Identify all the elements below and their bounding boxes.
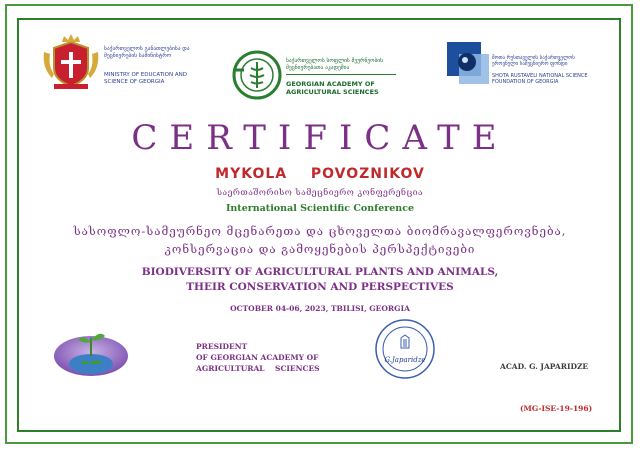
topic-english-line2: THEIR CONSERVATION AND PERSPECTIVES — [186, 281, 454, 293]
president-line1: PRESIDENT — [196, 342, 248, 351]
conference-topic-georgian — [40, 222, 600, 258]
foundation-name-line1: SHOTA RUSTAVELI NATIONAL SCIENCE — [492, 73, 588, 79]
academy-divider — [286, 74, 396, 75]
academy-logo-icon — [232, 50, 282, 100]
conference-dates: OCTOBER 04-06, 2023, TBILISI, GEORGIA — [230, 304, 410, 313]
foundation-name-english — [492, 73, 602, 85]
ministry-name-georgian: საქართველოს განათლებისა და მეცნიერების სამინისტრო — [104, 46, 190, 59]
foundation-name-georgian: შოთა რუსთაველის საქართველოს ეროვნული სამეცნიერო ფონდი — [492, 55, 575, 67]
conference-type-english: International Scientific Conference — [225, 203, 415, 214]
earth-plant-logo-icon — [52, 326, 130, 378]
ministry-name-english — [104, 72, 194, 86]
georgia-coat-of-arms-icon — [40, 34, 102, 90]
academy-name-georgian: საქართველოს სოფლის მეურნეობის მეცნიერებათა აკადემია — [286, 58, 384, 71]
foundation-name-line2: FOUNDATION OF GEORGIA — [492, 79, 559, 85]
president-line3: AGRICULTURAL SCIENCES — [196, 364, 320, 373]
conference-topic-english — [40, 265, 600, 295]
president-line2: OF GEORGIAN ACADEMY OF — [196, 353, 319, 362]
academy-name-english — [286, 80, 406, 96]
president-title — [196, 341, 336, 374]
topic-georgian-line2: კონსერვაცია და გამოყენების პერსპექტივები — [164, 242, 476, 256]
foundation-logo-icon — [447, 42, 489, 84]
official-stamp-icon — [374, 318, 436, 380]
topic-english-line1: BIODIVERSITY OF AGRICULTURAL PLANTS AND ANIMALS, — [141, 266, 499, 278]
certificate-title: CERTIFICATE — [131, 118, 509, 158]
ministry-name-line1: MINISTRY OF EDUCATION AND — [104, 72, 187, 78]
certificate-code: (MG-ISE-19-196) — [520, 404, 593, 413]
ministry-name-line2: SCIENCE OF GEORGIA — [104, 79, 165, 85]
topic-georgian-line1: სასოფლო-სამეურნეო მცენარეთა და ცხოველთა ბიომრავალფეროვნება, — [73, 224, 567, 238]
recipient-name: MYKOLA POVOZNIKOV — [215, 166, 425, 182]
stamp-signature-text: G.Japaridze — [384, 356, 426, 364]
conference-type-georgian: საერთაშორისო სამეცნიერო კონფერენცია — [216, 188, 424, 198]
academy-name-line1: GEORGIAN ACADEMY OF — [286, 80, 375, 88]
signer-name: ACAD. G. JAPARIDZE — [500, 362, 589, 371]
academy-name-line2: AGRICULTURAL SCIENCES — [286, 88, 379, 96]
